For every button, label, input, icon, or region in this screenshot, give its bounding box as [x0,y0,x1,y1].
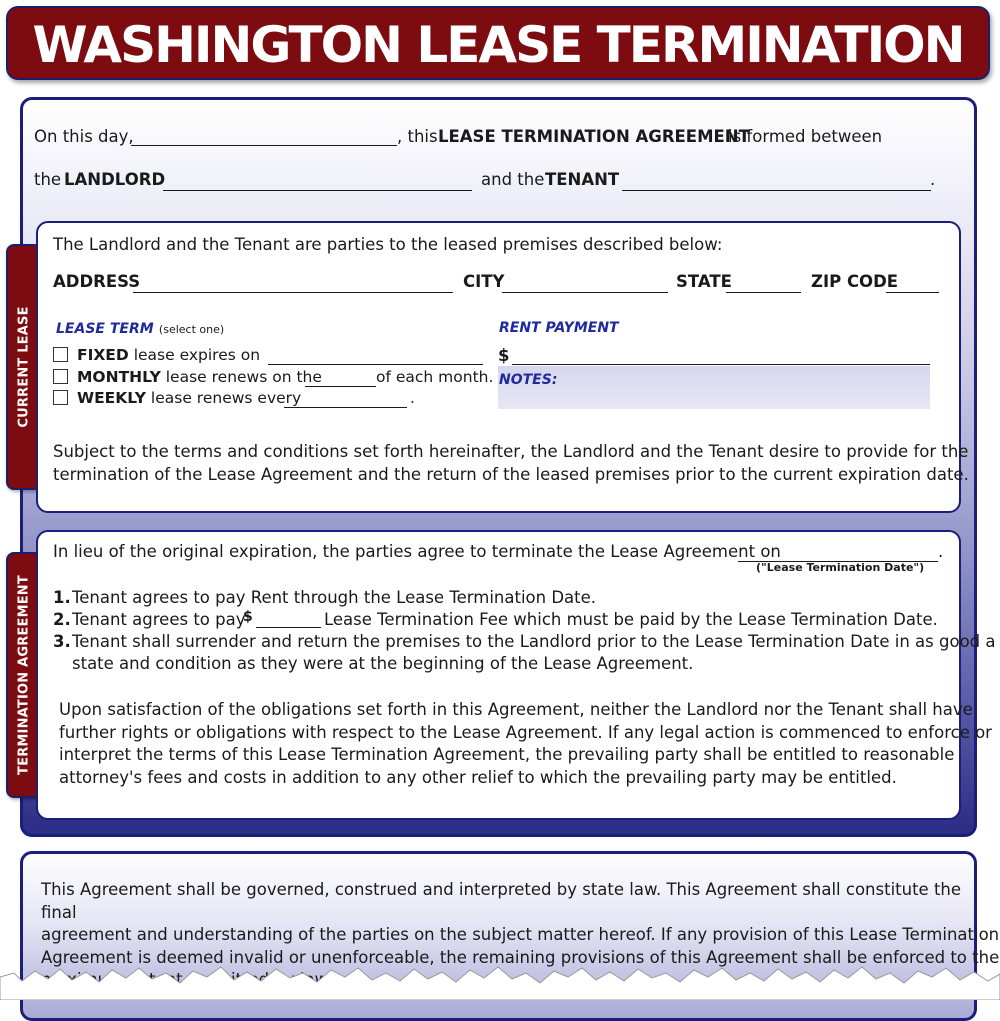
date-field[interactable] [131,145,397,146]
agreement-name: LEASE TERMINATION AGREEMENT [438,127,750,146]
fixed-option-text: lease expires on [133,346,261,364]
weekly-interval-field[interactable] [284,407,407,408]
termination-agreement-tab-label: TERMINATION AGREEMENT [16,575,32,775]
landlord-name-field[interactable] [163,190,472,191]
subject-paragraph: Subject to the terms and conditions set forth hereinafter, the Landlord and the Tenant desire to provide for the termination of the Lease Agreement and the return of the leased premises prior to the current expiration date. [53,442,969,484]
intro-formed-between: is formed between [728,127,883,146]
item-2-text: Tenant agrees to pay [72,610,246,629]
fixed-option [77,345,260,365]
title-banner [6,6,990,80]
address-field[interactable] [133,292,453,293]
city-label: CITY [463,272,505,291]
item-3-text: Tenant shall surrender and return the premises to the Landlord prior to the Lease Termination Date in as good a [72,632,996,651]
monthly-option-bold: MONTHLY [77,368,161,386]
rent-payment-label: RENT PAYMENT [499,320,619,336]
lieu-period: . [938,542,944,561]
weekly-option-text: lease renews every [150,389,302,407]
page-title: WASHINGTON LEASE TERMINATION [32,16,964,74]
item-1-number: 1. [53,588,71,607]
intro-and-the: and the [481,170,545,189]
monthly-option-text: lease renews on the [165,368,322,386]
city-field[interactable] [502,292,668,293]
rent-dollar-sign: $ [498,346,510,365]
monthly-option-after: of each month. [376,368,494,386]
state-field[interactable] [726,292,801,293]
item-2-after: Lease Termination Fee which must be paid by the Lease Termination Date. [324,610,938,629]
termination-fee-field[interactable] [256,627,321,628]
select-one-hint: (select one) [158,323,225,336]
item-1-text: Tenant agrees to pay Rent through the Lease Termination Date. [72,588,597,607]
current-lease-tab-label: CURRENT LEASE [16,306,32,428]
fixed-checkbox[interactable] [53,347,68,362]
lieu-text: In lieu of the original expiration, the parties agree to terminate the Lease Agreement on [53,542,781,561]
lease-term-heading [56,318,224,340]
intro-on-this-day: On this day, [34,127,134,146]
fixed-option-bold: FIXED [77,346,129,364]
monthly-day-field[interactable] [305,386,376,387]
weekly-checkbox[interactable] [53,390,68,405]
lease-term-label: LEASE TERM [56,321,154,337]
monthly-checkbox[interactable] [53,369,68,384]
landlord-label: LANDLORD [64,170,166,189]
address-label: ADDRESS [53,272,141,291]
torn-edge-graphic [0,955,1000,1000]
governing-law-paragraph: This Agreement shall be governed, construed and interpreted by state law. This Agreement shall constitute the final agreement and understanding of the parties on the subject matter hereof. If any provision of this Lease Termination Agreement is deemed invalid or unenforceable, the remaining provisions of this Agreement shall be enforced to the law. [41,880,1000,989]
termination-date-caption: ("Lease Termination Date") [756,561,925,574]
state-label: STATE [676,272,732,291]
weekly-option [77,388,301,408]
item-3-text-continued: state and condition as they were at the beginning of the Lease Agreement. [72,654,694,673]
item-2-number: 2. [53,610,71,629]
item-3-number: 3. [53,632,71,651]
intro-the: the [34,170,62,189]
satisfaction-paragraph: Upon satisfaction of the obligations set forth in this Agreement, neither the Landlord nor the Tenant shall have further rights or obligations with respect to the Lease Agreement. If any legal action is commenced to enforce or interpret the terms of this Lease Termination Agreement, the prevailing party shall be entitled to reasonable attorney's fees and costs in addition to any other relief to which the prevailing party may be entitled. [59,700,992,787]
item-2-dollar-sign: $ [243,609,253,625]
monthly-option [77,367,322,387]
tenant-label: TENANT [545,170,620,189]
intro-period: . [930,170,936,189]
rent-payment-field[interactable] [512,364,930,365]
zip-code-label: ZIP CODE [811,272,899,291]
notes-field[interactable] [498,366,930,409]
fixed-expiration-field[interactable] [268,364,483,365]
weekly-option-after: . [410,389,415,407]
current-lease-intro: The Landlord and the Tenant are parties to the leased premises described below: [53,235,723,254]
notes-label: NOTES: [499,372,558,388]
tenant-name-field[interactable] [622,190,931,191]
weekly-option-bold: WEEKLY [77,389,146,407]
zip-code-field[interactable] [886,292,939,293]
intro-this: , this [397,127,438,146]
